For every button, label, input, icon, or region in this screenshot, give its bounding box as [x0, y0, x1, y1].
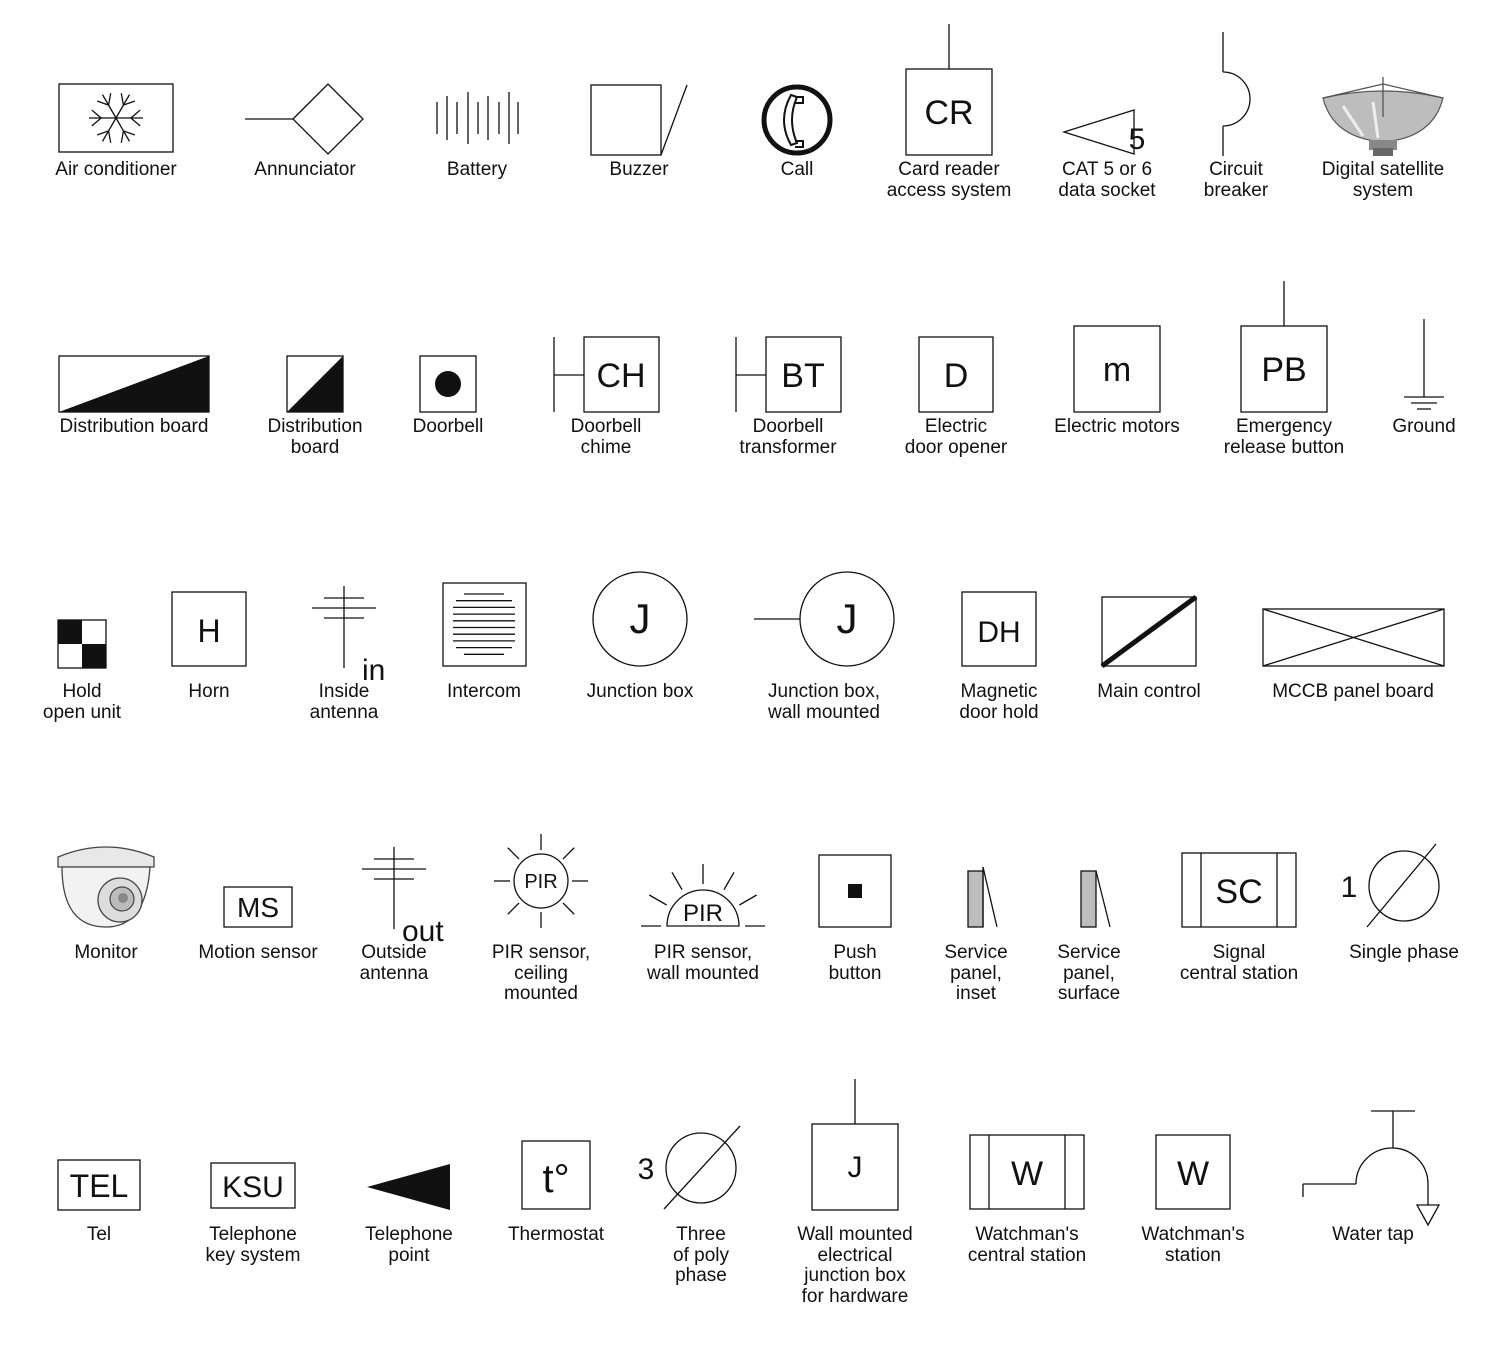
symbol-label-line: Ground [1392, 416, 1456, 437]
symbol-label-line: junction box [804, 1265, 906, 1286]
symbol-label-line: Emergency [1235, 416, 1333, 437]
doorbell-chime-glyph: CH [596, 357, 646, 395]
symbol-label-line: button [828, 962, 882, 984]
symbol-label [859, 160, 1039, 201]
symbol-label-line: Watchman's [975, 1224, 1079, 1245]
symbol-label-line: mounted [504, 983, 578, 1004]
symbol-label-line: data socket [1058, 179, 1156, 201]
symbol-label-line: Main control [1097, 681, 1201, 702]
symbol-label [1314, 943, 1494, 964]
symbol-label-line: surface [1057, 983, 1121, 1004]
pir-wall-glyph: PIR [682, 900, 724, 927]
symbol-label [358, 417, 538, 438]
doorbell-transformer-glyph: BT [781, 357, 825, 395]
symbol-label [163, 1225, 343, 1266]
symbol-label-line: Thermostat [507, 1224, 605, 1245]
symbol-label-line: Hold [62, 681, 102, 702]
symbol-label [866, 417, 1046, 458]
three-phase-glyph: 3 [637, 1153, 655, 1186]
symbol-label-line: wall mounted [768, 701, 880, 723]
symbol-label [26, 160, 206, 181]
symbol-label [1059, 682, 1239, 703]
symbol-label-line: Junction box, [768, 681, 880, 702]
symbol-label [9, 1225, 189, 1246]
single-phase-glyph: 1 [1340, 871, 1358, 904]
symbol-label-line: central station [967, 1244, 1087, 1266]
emergency-button-glyph: PB [1261, 351, 1307, 389]
symbol-label-line: Electric [924, 416, 988, 437]
symbol-label-line: point [388, 1244, 430, 1266]
symbol-label-line: central station [1179, 962, 1299, 984]
pir-ceiling-glyph: PIR [524, 871, 558, 893]
symbol-label [1103, 1225, 1283, 1266]
symbol-label-line: station [1165, 1244, 1221, 1266]
symbol-label [611, 1225, 791, 1287]
cat-socket-glyph: 5 [1128, 123, 1146, 156]
symbol-label [1283, 1225, 1463, 1246]
symbol-label-line: Telephone [365, 1224, 453, 1245]
tel-glyph: TEL [69, 1168, 129, 1204]
symbol-label-line: Monitor [74, 942, 138, 963]
symbol-label-line: Outside [361, 942, 427, 963]
symbol-label-line: release button [1223, 436, 1345, 458]
symbol-label [1263, 682, 1443, 703]
outside-antenna-glyph: out [402, 915, 444, 948]
symbol-label-line: Horn [188, 681, 230, 702]
symbol-label-line: panel, [1063, 962, 1115, 984]
motors-glyph: m [1102, 351, 1132, 389]
symbol-label-line: Electric motors [1054, 416, 1180, 437]
symbol-label [44, 417, 224, 438]
symbol-label-line: chime [580, 436, 632, 458]
symbol-label [734, 682, 914, 723]
symbol-label-line: Air conditioner [55, 159, 177, 180]
wall-junction-hw-glyph: J [847, 1151, 863, 1184]
symbol-label-line: board [290, 436, 340, 458]
symbol-label-line: of poly [673, 1244, 729, 1266]
symbol-label-line: Distribution [267, 416, 363, 437]
symbol-label-line: system [1352, 179, 1414, 201]
symbol-label-line: phase [675, 1265, 727, 1286]
symbol-label-line: Telephone [209, 1224, 297, 1245]
card-reader-glyph: CR [924, 94, 974, 132]
symbol-label [394, 682, 574, 703]
symbol-label-line: Watchman's [1141, 1224, 1245, 1245]
symbol-label-line: breaker [1203, 179, 1269, 201]
symbol-label [516, 417, 696, 458]
symbol-label-line: Annunciator [254, 159, 356, 180]
symbol-label-line: antenna [359, 962, 429, 984]
symbol-label-line: wall mounted [647, 962, 759, 984]
horn-glyph: H [197, 613, 221, 649]
inside-antenna-glyph: in [362, 654, 386, 687]
symbol-label [1027, 417, 1207, 438]
watchman-station-glyph: W [1176, 1155, 1210, 1193]
symbol-label [698, 417, 878, 458]
watchman-central-glyph: W [1010, 1155, 1044, 1193]
symbol-label-line: Circuit [1209, 159, 1263, 180]
junction-box-wall-glyph: J [836, 595, 858, 642]
symbol-label-line: PIR sensor, [653, 942, 753, 963]
door-opener-glyph: D [943, 357, 969, 395]
symbol-label-line: Doorbell [570, 416, 642, 437]
symbol-label-line: Service [1057, 942, 1121, 963]
symbol-label-line: inset [955, 983, 997, 1004]
symbol-label-line: Wall mounted [797, 1224, 913, 1245]
symbol-label-line: panel, [950, 962, 1002, 984]
symbol-label [1293, 160, 1473, 201]
symbol-label-line: Junction box [586, 681, 694, 702]
junction-box-glyph: J [629, 595, 651, 642]
symbol-label-line: Tel [86, 1224, 112, 1245]
symbol-label-line: Service [944, 942, 1008, 963]
symbol-label-line: access system [886, 179, 1012, 201]
symbol-label-line: Magnetic [960, 681, 1038, 702]
symbol-label [937, 1225, 1117, 1266]
symbol-label-line: Distribution board [59, 416, 209, 437]
magnetic-door-glyph: DH [977, 616, 1021, 649]
symbol-label-line: Doorbell [752, 416, 824, 437]
symbol-label [451, 943, 631, 1005]
symbol-label [1334, 417, 1500, 438]
symbol-label-line: Three [676, 1224, 726, 1245]
symbol-label-line: Call [780, 159, 814, 180]
symbol-label-line: Intercom [447, 681, 521, 702]
motion-sensor-glyph: MS [237, 892, 279, 923]
symbol-label-line: Doorbell [412, 416, 484, 437]
symbol-label-line: open unit [42, 701, 122, 723]
symbol-label [549, 160, 729, 181]
symbol-label-line: Push [833, 942, 877, 963]
symbol-label-line: transformer [739, 436, 837, 458]
symbol-label-line: electrical [817, 1244, 893, 1266]
symbol-label [765, 1225, 945, 1307]
symbol-label-line: Single phase [1349, 942, 1459, 963]
thermostat-glyph: t° [542, 1157, 570, 1201]
symbol-label [550, 682, 730, 703]
symbol-label-line: Signal [1212, 942, 1266, 963]
symbol-label-line: Card reader [898, 159, 1000, 180]
symbol-label [1149, 943, 1329, 984]
symbol-label-line: antenna [309, 701, 379, 723]
symbol-label-line: key system [205, 1244, 301, 1266]
symbol-label-line: Battery [446, 159, 508, 180]
symbol-label-line: Buzzer [609, 159, 669, 180]
symbol-label-line: CAT 5 or 6 [1061, 159, 1153, 180]
symbol-label-line: Digital satellite [1321, 159, 1445, 180]
symbol-label-line: Inside [318, 681, 370, 702]
tel-key-glyph: KSU [222, 1171, 284, 1204]
symbol-label-line: ceiling [514, 962, 568, 984]
symbol-label-line: Motion sensor [198, 942, 318, 963]
symbol-label [215, 160, 395, 181]
signal-central-glyph: SC [1215, 873, 1263, 911]
symbol-label-line: for hardware [801, 1285, 909, 1307]
symbol-label-line: Water tap [1332, 1224, 1414, 1245]
symbol-label-line: PIR sensor, [491, 942, 591, 963]
symbol-label-line: door hold [959, 701, 1039, 723]
symbol-label-line: door opener [904, 436, 1008, 458]
symbol-label-line: MCCB panel board [1272, 681, 1434, 702]
symbol-label [387, 160, 567, 181]
